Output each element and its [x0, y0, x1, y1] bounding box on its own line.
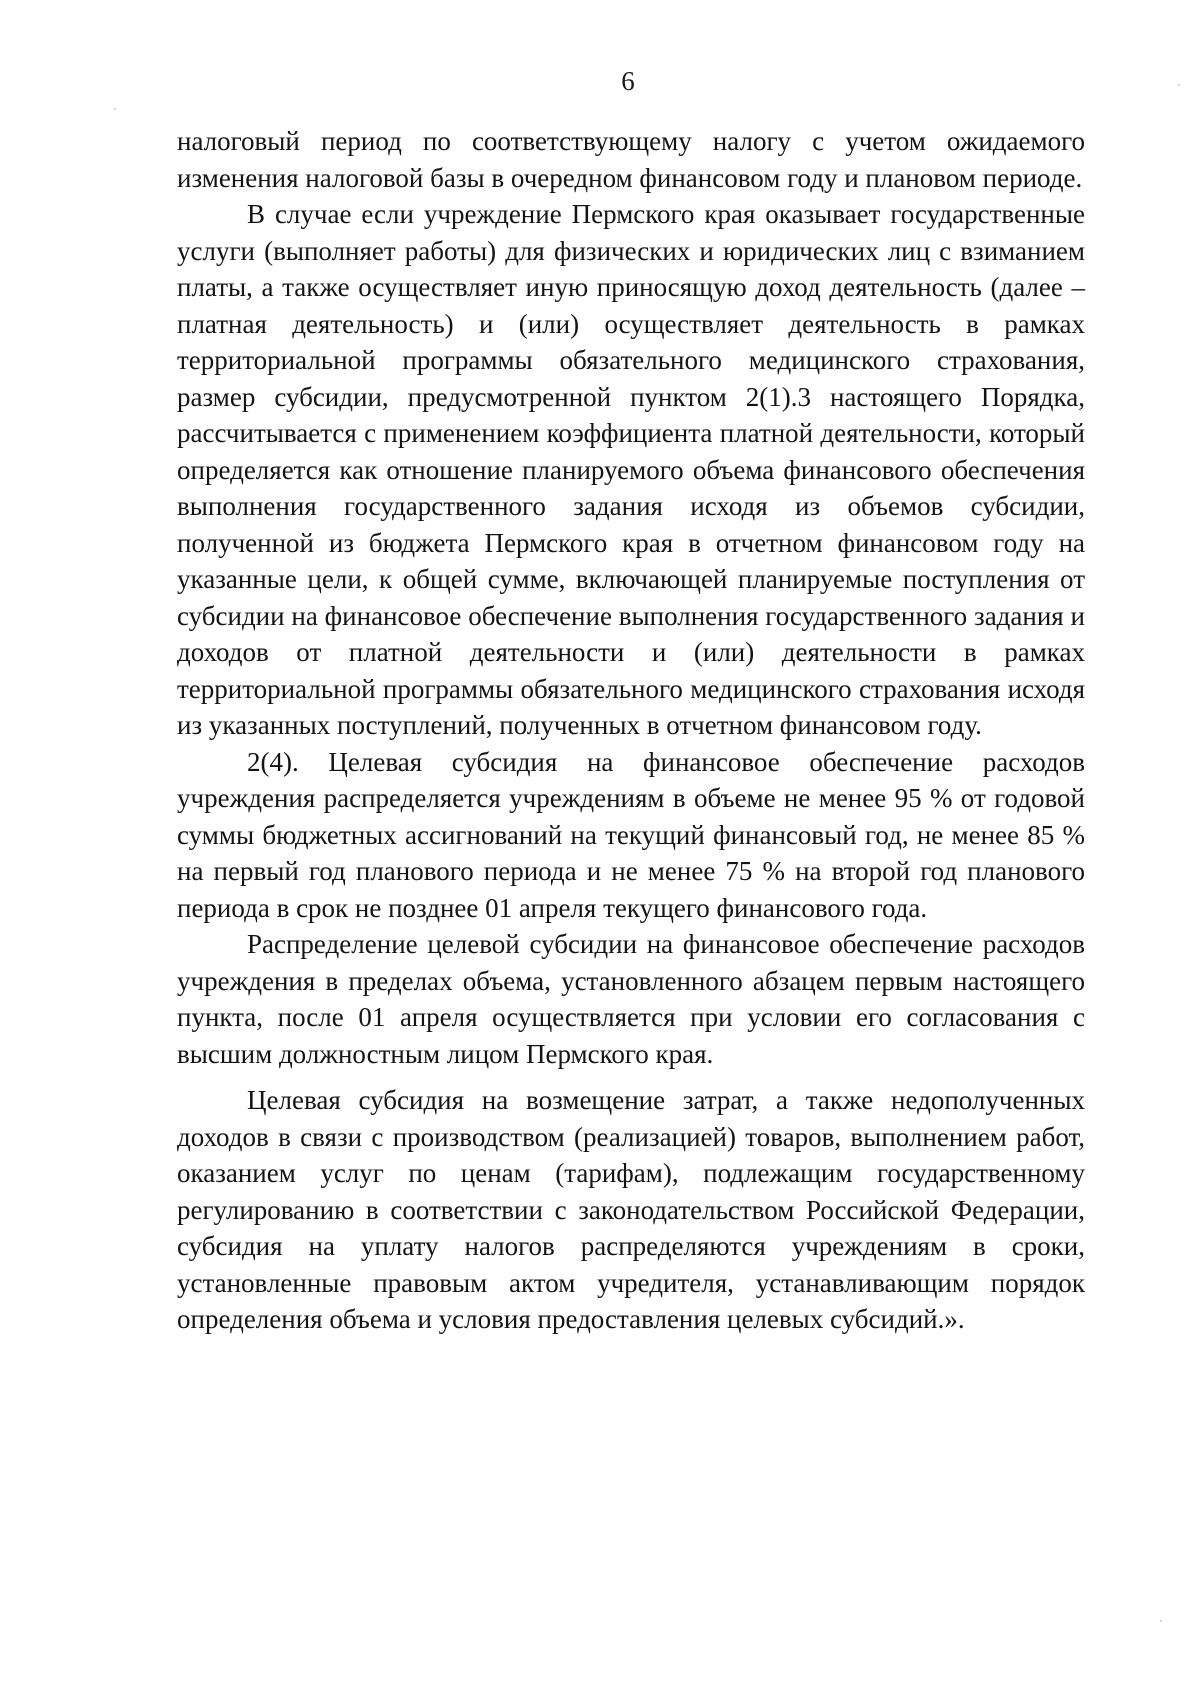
- scan-speck: [114, 108, 116, 110]
- document-body: [177, 123, 1085, 1338]
- paragraph-paid-activity-coefficient: В случае если учреждение Пермского края оказывает государственные услуги (выполняет работы) для физических и юридических лиц с взиманием платы, а также осуществляет иную приносящую доход деятельность (далее – платная деятельность) и (или) осуществляет деятельность в рамках территориальной программы обязательного медицинского страхования, размер субсидии, предусмотренной пунктом 2(1).3 настоящего Порядка, рассчитывается с применением коэффициента платной деятельности, который определяется как отношение планируемого объема финансового обеспечения выполнения государственного задания исходя из объемов субсидии, полученной из бюджета Пермского края в отчетном финансовом году на указанные цели, к общей сумме, включающей планируемые поступления от субсидии на финансовое обеспечение выполнения государственного задания и доходов от платной деятельности и (или) деятельности в рамках территориальной программы обязательного медицинского страхования исходя из указанных поступлений, полученных в отчетном финансовом году.: [177, 199, 1085, 740]
- page-number: 6: [621, 66, 635, 96]
- paragraph-clause-2-4: 2(4). Целевая субсидия на финансовое обеспечение расходов учреждения распределяется учреждениям в объеме не менее 95 % от годовой суммы бюджетных ассигнований на текущий финансовый год, не менее 85 % на первый год планового периода и не менее 75 % на второй год планового периода в срок не позднее 01 апреля текущего финансового года.: [177, 746, 1085, 923]
- scan-speck: [1160, 1620, 1162, 1622]
- paragraph-distribution-approval: Распределение целевой субсидии на финансовое обеспечение расходов учреждения в пределах объема, установленного абзацем первым настоящего пункта, после 01 апреля осуществляется при условии его согласования с высшим должностным лицом Пермского края.: [177, 929, 1085, 1069]
- paragraph-targeted-subsidy-terms: Целевая субсидия на возмещение затрат, а также недополученных доходов в связи с производством (реализацией) товаров, выполнением работ, оказанием услуг по ценам (тарифам), подлежащим государственному регулированию в соответствии с законодательством Российской Федерации, субсидия на уплату налогов распределяются учреждениям в сроки, установленные правовым актом учредителя, устанавливающим порядок определения объема и условия предоставления целевых субсидий.».: [177, 1085, 1085, 1334]
- scan-speck: [1178, 84, 1180, 86]
- paragraph-continuation: налоговый период по соответствующему налогу с учетом ожидаемого изменения налоговой базы в очередном финансовом году и плановом периоде.: [177, 126, 1085, 193]
